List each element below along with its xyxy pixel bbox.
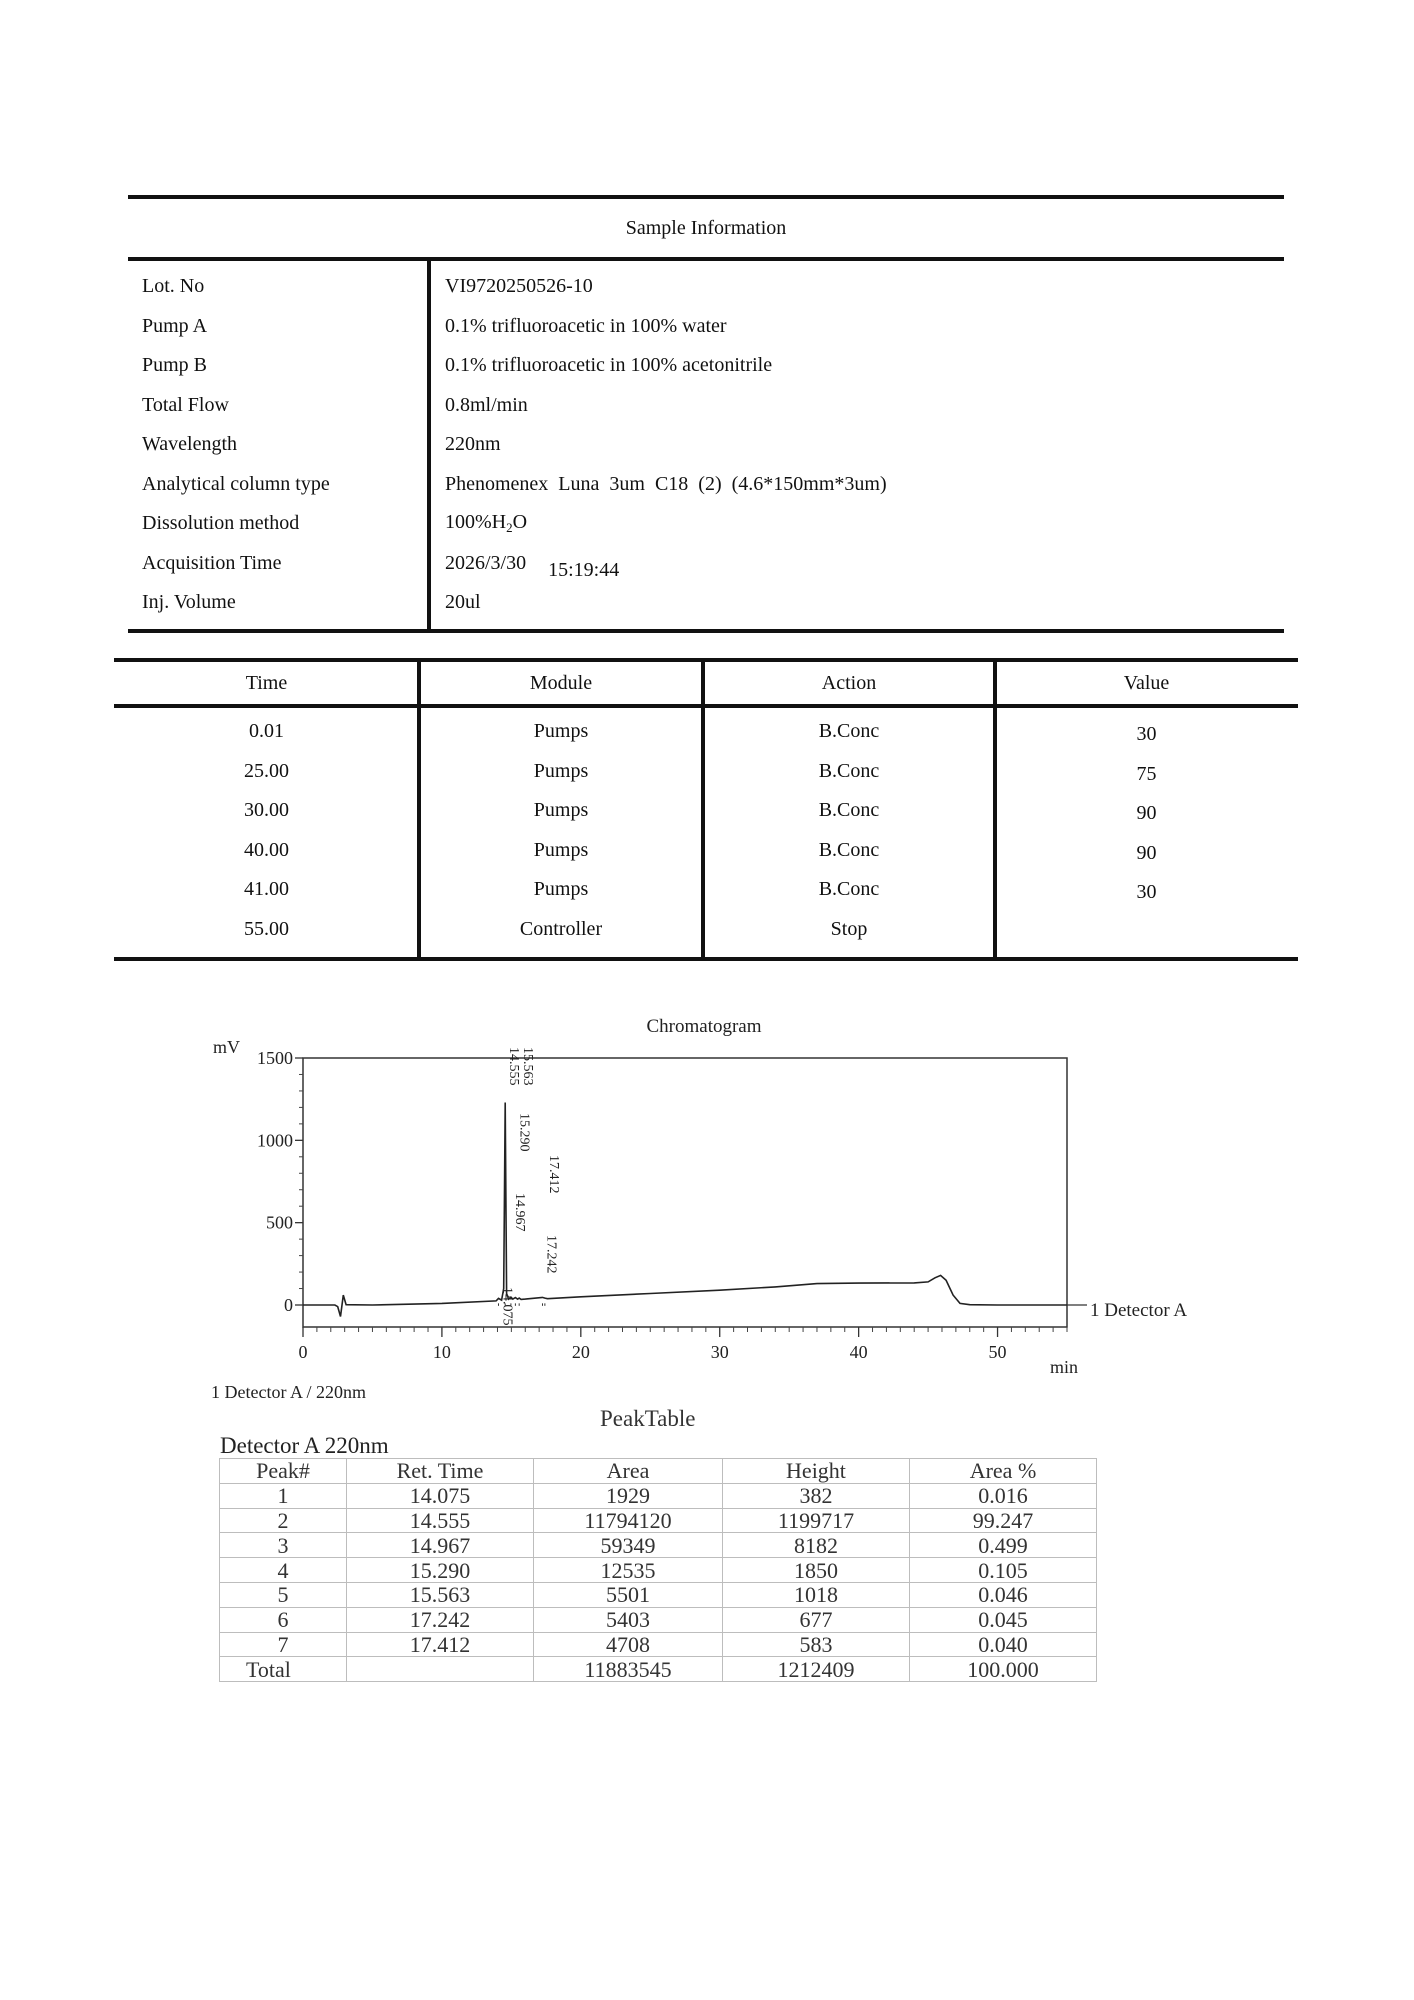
- acquisition-date: 2026/3/30: [445, 551, 527, 574]
- bottom-rule: [128, 629, 1284, 633]
- column-divider: [701, 662, 705, 704]
- cell-area: 1929: [534, 1483, 723, 1508]
- cell-area: 5501: [534, 1582, 723, 1607]
- y-tick-label: 0: [284, 1295, 293, 1315]
- header-value: Value: [1123, 671, 1170, 694]
- cell-height: 382: [723, 1483, 910, 1508]
- cell-value: [995, 799, 1298, 825]
- cell-peak-no: 2: [220, 1508, 347, 1533]
- x-tick-label: 20: [571, 1342, 590, 1362]
- cell-ret-time: 17.242: [347, 1607, 534, 1632]
- header-action: Action: [821, 671, 877, 694]
- cell-area-percent: 100.000: [910, 1657, 1097, 1682]
- x-tick-label: 0: [298, 1342, 308, 1362]
- info-row-inj-volume: [128, 583, 1284, 623]
- bottom-rule: [114, 957, 1298, 961]
- cell-module: Pumps: [533, 799, 589, 822]
- cell-time: 25.00: [244, 759, 289, 782]
- cell-action: B.Conc: [818, 878, 880, 901]
- series-label: 1 Detector A: [1090, 1300, 1188, 1321]
- gradient-body: [114, 708, 1298, 957]
- cell-height: 8182: [723, 1533, 910, 1558]
- x-axis-label: min: [1050, 1357, 1079, 1377]
- gradient-header-row: [114, 662, 1298, 704]
- value-part: O: [512, 511, 528, 534]
- peak-table-header: [220, 1459, 1097, 1484]
- header-area: Area: [534, 1459, 723, 1484]
- cell-time: 30.00: [244, 799, 289, 822]
- table-row: [220, 1483, 1097, 1508]
- cell-time: 55.00: [244, 917, 289, 940]
- info-label: Inj. Volume: [142, 591, 236, 614]
- cell-area: 4708: [534, 1632, 723, 1657]
- plot-frame: [303, 1058, 1067, 1327]
- peak-label: 17.412: [545, 1155, 561, 1194]
- cell-peak-no: 5: [220, 1582, 347, 1607]
- cell-area: 12535: [534, 1558, 723, 1583]
- gradient-row: [114, 712, 1298, 752]
- info-value: 220nm: [445, 433, 501, 456]
- cell-area-percent: 0.016: [910, 1483, 1097, 1508]
- table-row-total: [220, 1657, 1097, 1682]
- table-row: [220, 1558, 1097, 1583]
- cell-value: [995, 839, 1298, 862]
- cell-action: B.Conc: [818, 759, 880, 782]
- chromatogram-chart: [200, 1005, 1220, 1405]
- chart-title: Chromatogram: [646, 1016, 762, 1037]
- info-value: [431, 551, 620, 581]
- info-row-lot-no: [128, 267, 1284, 307]
- cell-area: 11883545: [534, 1657, 723, 1682]
- cell-area: 11794120: [534, 1508, 723, 1533]
- cell-area: 5403: [534, 1607, 723, 1632]
- info-value: VI9720250526-10: [445, 275, 593, 298]
- cell-ret-time: 14.075: [347, 1483, 534, 1508]
- info-row-total-flow: [128, 386, 1284, 426]
- info-label: Pump B: [142, 354, 208, 377]
- table-row: [220, 1533, 1097, 1558]
- gradient-program-table: [114, 658, 1298, 961]
- cell-value: [995, 760, 1298, 783]
- info-value: Phenomenex Luna 3um C18 (2) (4.6*150mm*3um): [445, 472, 887, 495]
- header-time: Time: [245, 671, 288, 694]
- cell-action: Stop: [830, 917, 868, 940]
- peak-table-detector: Detector A 220nm: [220, 1433, 389, 1458]
- info-label: Analytical column type: [142, 472, 330, 495]
- gradient-row: [114, 870, 1298, 910]
- value-text: 90: [1136, 802, 1157, 825]
- info-row-dissolution-method: [128, 504, 1284, 544]
- cell-ret-time: [347, 1657, 534, 1682]
- cell-action: B.Conc: [818, 799, 880, 822]
- axis-ticks: [257, 1048, 1087, 1362]
- y-tick-label: 1000: [257, 1130, 293, 1151]
- acquisition-clock: 15:19:44: [548, 558, 620, 581]
- info-value: 20ul: [445, 591, 481, 614]
- info-value: [431, 511, 527, 536]
- header-area-percent: Area %: [910, 1459, 1097, 1484]
- info-row-acquisition-time: [128, 544, 1284, 584]
- cell-peak-no: 1: [220, 1483, 347, 1508]
- cell-ret-time: 14.967: [347, 1533, 534, 1558]
- peak-table: [219, 1458, 1097, 1682]
- y-tick-label: 1500: [257, 1048, 293, 1068]
- cell-peak-no: 7: [220, 1632, 347, 1657]
- cell-value: [995, 878, 1298, 904]
- cell-ret-time: 14.555: [347, 1508, 534, 1533]
- cell-ret-time: 15.290: [347, 1558, 534, 1583]
- peak-label: 17.242: [543, 1235, 559, 1274]
- cell-height: 1199717: [723, 1508, 910, 1533]
- cell-height: 1018: [723, 1582, 910, 1607]
- cell-area-percent: 0.046: [910, 1582, 1097, 1607]
- peak-table-title: PeakTable: [600, 1406, 696, 1431]
- cell-module: Pumps: [533, 838, 589, 861]
- info-row-column-type: [128, 465, 1284, 505]
- info-label: Pump A: [142, 314, 208, 337]
- cell-height: 1850: [723, 1558, 910, 1583]
- cell-height: 677: [723, 1607, 910, 1632]
- cell-module: Pumps: [533, 720, 589, 743]
- cell-area-percent: 99.247: [910, 1508, 1097, 1533]
- peak-label: 15.563: [520, 1047, 536, 1086]
- table-row: [220, 1607, 1097, 1632]
- header-ret-time: Ret. Time: [347, 1459, 534, 1484]
- info-value: 0.1% trifluoroacetic in 100% water: [445, 314, 727, 337]
- info-row-pump-b: [128, 346, 1284, 386]
- table-row: [220, 1508, 1097, 1533]
- info-label: Wavelength: [142, 433, 238, 456]
- sample-information-table: [128, 195, 1284, 633]
- cell-ret-time: 17.412: [347, 1632, 534, 1657]
- detector-trace: [303, 1103, 1067, 1317]
- cell-time: 41.00: [244, 878, 289, 901]
- gradient-row: [114, 791, 1298, 831]
- info-value: 0.1% trifluoroacetic in 100% acetonitrile: [445, 354, 773, 377]
- cell-height: 1212409: [723, 1657, 910, 1682]
- header-height: Height: [723, 1459, 910, 1484]
- cell-area-percent: 0.105: [910, 1558, 1097, 1583]
- gradient-row: [114, 910, 1298, 950]
- value-text: 30: [1136, 881, 1157, 904]
- column-divider: [993, 662, 997, 704]
- cell-time: 40.00: [244, 838, 289, 861]
- info-label: Lot. No: [142, 275, 205, 298]
- info-value: 0.8ml/min: [445, 393, 528, 416]
- x-tick-label: 30: [710, 1342, 729, 1362]
- y-axis-label: mV: [213, 1037, 240, 1057]
- info-row-pump-a: [128, 307, 1284, 347]
- x-tick-label: 50: [988, 1342, 1007, 1362]
- value-part: 100%H: [445, 511, 507, 534]
- peak-labels: [500, 1047, 561, 1326]
- cell-module: Pumps: [533, 878, 589, 901]
- value-text: 75: [1136, 762, 1157, 785]
- subscript: 2: [506, 520, 513, 536]
- cell-ret-time: 15.563: [347, 1582, 534, 1607]
- x-tick-label: 40: [849, 1342, 868, 1362]
- cell-peak-no: 4: [220, 1558, 347, 1583]
- header-peak-no: Peak#: [220, 1459, 347, 1484]
- cell-area-percent: 0.040: [910, 1632, 1097, 1657]
- info-label: Dissolution method: [142, 512, 300, 535]
- table-row: [220, 1632, 1097, 1657]
- peak-label: 14.967: [511, 1193, 527, 1232]
- y-tick-label: 500: [266, 1212, 293, 1233]
- cell-action: B.Conc: [818, 838, 880, 861]
- sample-info-rows: [128, 261, 1284, 629]
- info-label: Total Flow: [142, 393, 229, 416]
- detector-footer-label: 1 Detector A / 220nm: [211, 1382, 366, 1402]
- cell-time: 0.01: [249, 720, 284, 743]
- peak-label: 15.290: [516, 1113, 532, 1152]
- value-text: 90: [1136, 841, 1157, 864]
- cell-peak-no: 6: [220, 1607, 347, 1632]
- cell-module: Pumps: [533, 759, 589, 782]
- cell-module: Controller: [519, 917, 603, 940]
- peak-label: 14.075: [499, 1287, 515, 1326]
- header-module: Module: [529, 671, 593, 694]
- info-label: Acquisition Time: [142, 551, 282, 574]
- table-row: [220, 1582, 1097, 1607]
- value-text: 30: [1136, 723, 1157, 746]
- cell-peak-no: 3: [220, 1533, 347, 1558]
- info-row-wavelength: [128, 425, 1284, 465]
- sample-information-title: Sample Information: [625, 217, 787, 239]
- gradient-row: [114, 752, 1298, 792]
- cell-area: 59349: [534, 1533, 723, 1558]
- column-divider: [417, 662, 421, 704]
- x-tick-label: 10: [432, 1342, 451, 1362]
- cell-value: [995, 720, 1298, 746]
- cell-action: B.Conc: [818, 720, 880, 743]
- cell-area-percent: 0.499: [910, 1533, 1097, 1558]
- gradient-row: [114, 831, 1298, 871]
- cell-area-percent: 0.045: [910, 1607, 1097, 1632]
- cell-total-label: Total: [220, 1657, 347, 1682]
- column-divider: [427, 261, 431, 629]
- cell-height: 583: [723, 1632, 910, 1657]
- peak-label: 14.555: [506, 1047, 522, 1086]
